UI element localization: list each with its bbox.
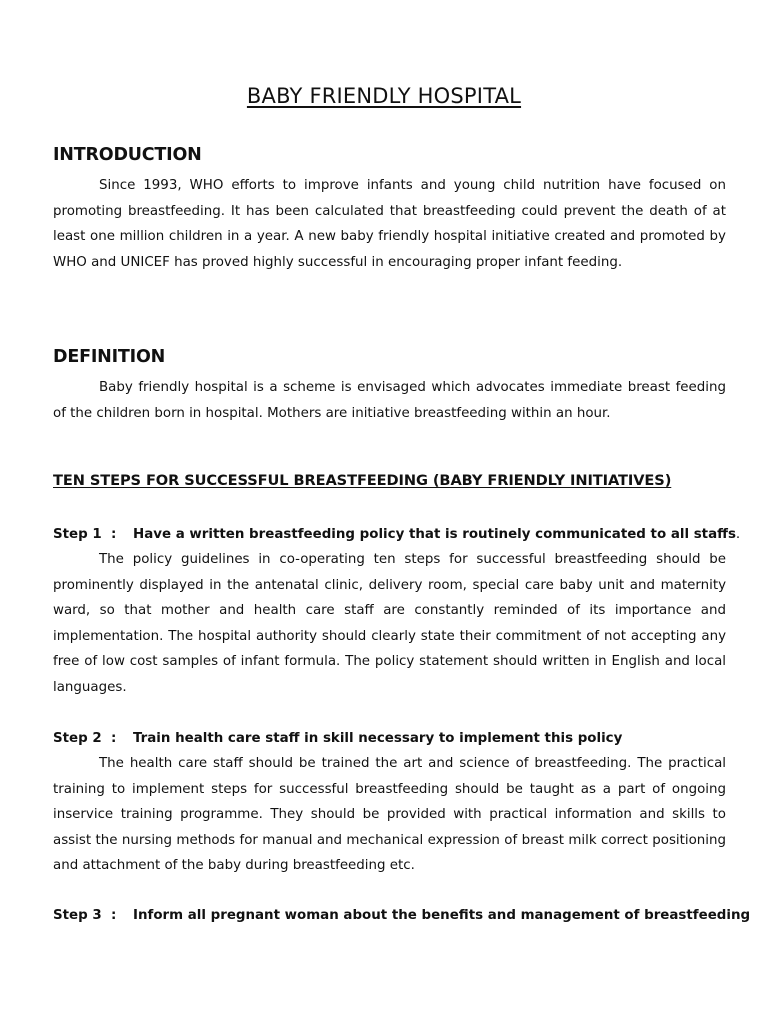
- step-2-heading: [53, 731, 753, 746]
- definition-paragraph: [53, 375, 726, 426]
- step-1-title: Have a written breastfeeding policy that is routinely communicated to all staffs: [133, 527, 736, 542]
- step-2-paragraph: [53, 751, 726, 879]
- ten-steps-heading: TEN STEPS FOR SUCCESSFUL BREASTFEEDING (BABY FRIENDLY INITIATIVES): [53, 472, 672, 489]
- page-title: BABY FRIENDLY HOSPITAL: [246, 84, 522, 108]
- step-3-title: Inform all pregnant woman about the benefits and management of breastfeeding: [133, 908, 751, 923]
- step-2-text: The health care staff should be trained the art and science of breastfeeding. The practical training to implement steps for successful breastfeeding should be taught as a part of ongoing inservice training programme. They should be provided with practical information and skills to assist the nursing methods for manual and mechanical expression of breast milk correct positioning and attachment of the baby during breastfeeding etc.: [53, 756, 726, 873]
- step-3-number: Step 3: [53, 908, 102, 923]
- step-1-trailing: .: [735, 527, 741, 542]
- step-1-number: Step 1: [53, 527, 102, 542]
- step-1-paragraph: [53, 547, 726, 700]
- definition-heading: DEFINITION: [53, 347, 166, 367]
- introduction-paragraph: [53, 173, 726, 275]
- step-1-heading: [53, 527, 753, 542]
- step-2-colon: :: [111, 731, 117, 746]
- step-3-heading: [53, 908, 753, 923]
- step-2-number: Step 2: [53, 731, 102, 746]
- introduction-text: Since 1993, WHO efforts to improve infants and young child nutrition have focused on promoting breastfeeding. It has been calculated that breastfeeding could prevent the death of at least one million children in a year. A new baby friendly hospital initiative created and promoted by WHO and UNICEF has proved highly successful in encouraging proper infant feeding.: [53, 178, 726, 270]
- introduction-heading: INTRODUCTION: [53, 145, 202, 165]
- step-1-text: The policy guidelines in co-operating ten steps for successful breastfeeding should be prominently displayed in the antenatal clinic, delivery room, special care baby unit and maternity ward, so that mother and health care staff are constantly reminded of its importance and implementation. The hospital authority should clearly state their commitment of not accepting any free of low cost samples of infant formula. The policy statement should written in English and local languages.: [53, 552, 726, 695]
- step-2-title: Train health care staff in skill necessary to implement this policy: [133, 731, 623, 746]
- definition-text: Baby friendly hospital is a scheme is envisaged which advocates immediate breast feeding of the children born in hospital. Mothers are initiative breastfeeding within an hour.: [53, 380, 726, 421]
- step-3-colon: :: [111, 908, 117, 923]
- step-1-colon: :: [111, 527, 117, 542]
